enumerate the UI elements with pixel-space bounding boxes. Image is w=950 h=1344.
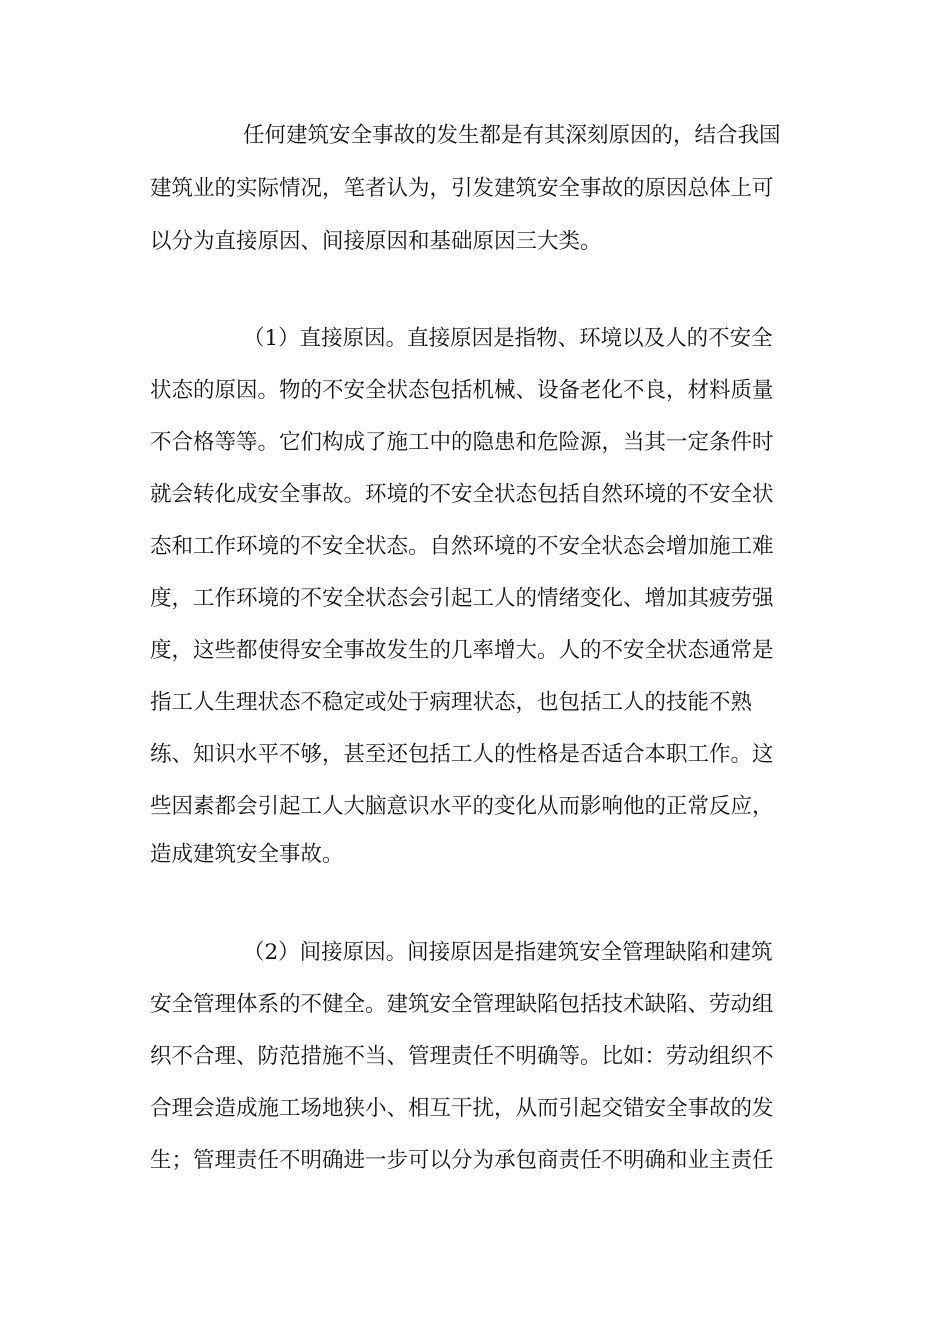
paragraph-3-line-4: 合理会造成施工场地狭小、相互干扰，从而引起交错安全事故的发 xyxy=(150,1096,774,1121)
paragraph-2-line-1: （1）直接原因。直接原因是指物、环境以及人的不安全 xyxy=(243,326,773,351)
paragraph-2-line-5: 态和工作环境的不安全状态。自然环境的不安全状态会增加施工难 xyxy=(150,534,774,559)
paragraph-1-line-2: 建筑业的实际情况，笔者认为，引发建筑安全事故的原因总体上可 xyxy=(150,176,774,201)
paragraph-3-line-5: 生；管理责任不明确进一步可以分为承包商责任不明确和业主责任 xyxy=(150,1148,774,1173)
paragraph-2-line-10: 些因素都会引起工人大脑意识水平的变化从而影响他的正常反应， xyxy=(150,794,774,819)
paragraph-2-line-4: 就会转化成安全事故。环境的不安全状态包括自然环境的不安全状 xyxy=(150,482,774,507)
paragraph-1-line-3: 以分为直接原因、间接原因和基础原因三大类。 xyxy=(150,229,602,254)
paragraph-2-line-7: 度，这些都使得安全事故发生的几率增大。人的不安全状态通常是 xyxy=(150,638,774,663)
paragraph-3-line-1: （2）间接原因。间接原因是指建筑安全管理缺陷和建筑 xyxy=(243,940,773,965)
paragraph-2-line-6: 度，工作环境的不安全状态会引起工人的情绪变化、增加其疲劳强 xyxy=(150,586,774,611)
paragraph-3-line-3: 织不合理、防范措施不当、管理责任不明确等。比如：劳动组织不 xyxy=(150,1044,774,1069)
paragraph-3-line-2: 安全管理体系的不健全。建筑安全管理缺陷包括技术缺陷、劳动组 xyxy=(150,992,774,1017)
paragraph-2-line-9: 练、知识水平不够，甚至还包括工人的性格是否适合本职工作。这 xyxy=(150,742,774,767)
paragraph-2-line-11: 造成建筑安全事故。 xyxy=(150,842,344,867)
paragraph-2-line-8: 指工人生理状态不稳定或处于病理状态，也包括工人的技能不熟 xyxy=(150,690,753,715)
paragraph-2-line-3: 不合格等等。它们构成了施工中的隐患和危险源，当其一定条件时 xyxy=(150,430,774,455)
paragraph-1-line-1: 任何建筑安全事故的发生都是有其深刻原因的，结合我国 xyxy=(243,123,781,148)
paragraph-2-line-2: 状态的原因。物的不安全状态包括机械、设备老化不良，材料质量 xyxy=(150,378,774,403)
